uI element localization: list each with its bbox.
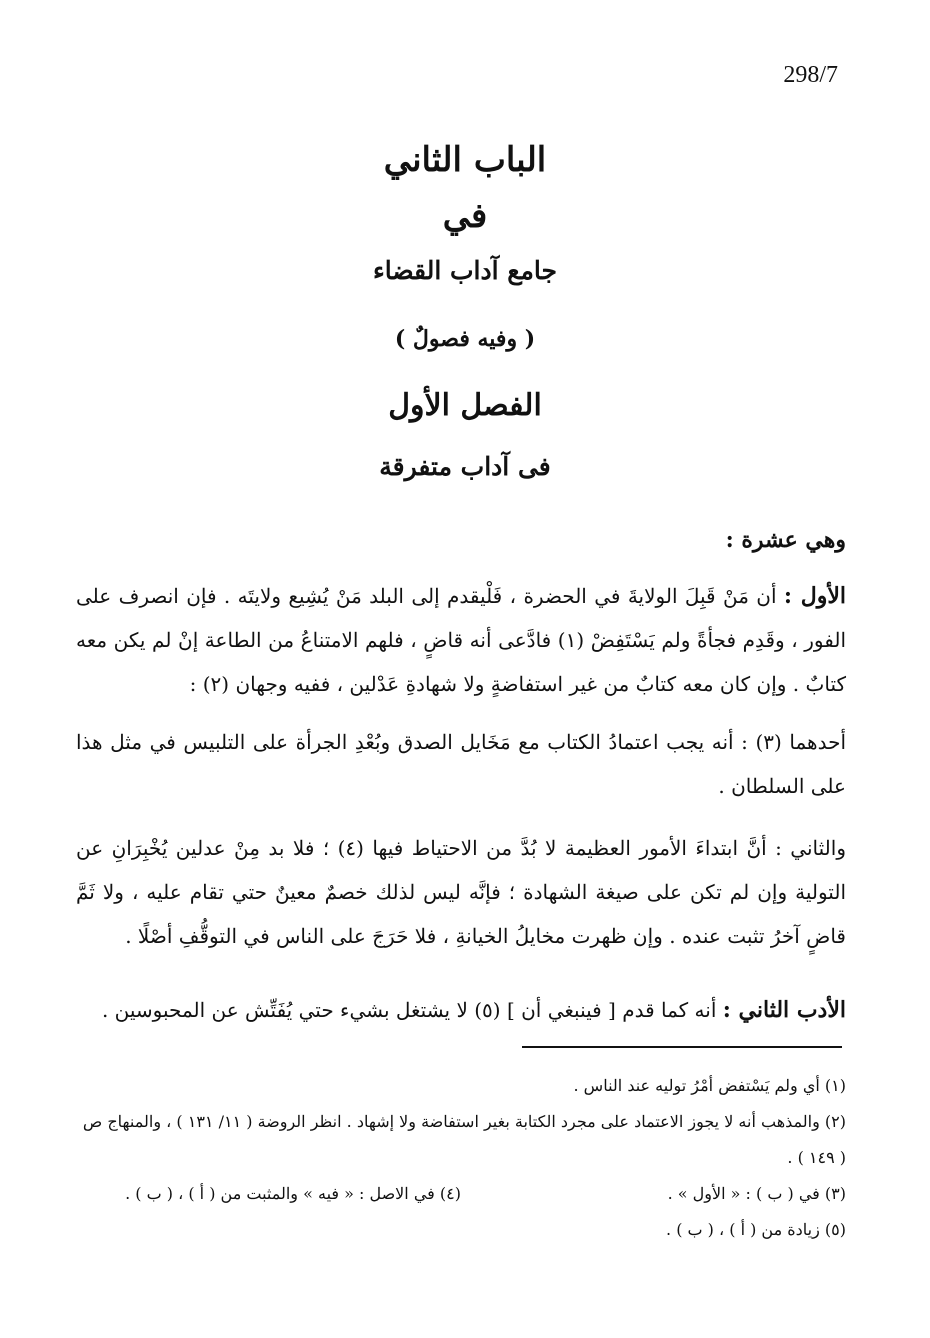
footnote-3: (٣) في ( ب ) : « الأول » . xyxy=(667,1184,846,1203)
section-title: الفصل الأول xyxy=(388,388,542,423)
paragraph-option-two: والثاني : أنَّ ابتداءَ الأمور العظيمة لا بُدَّ من الاحتياط فيها (٤) ؛ فلا بد مِنْ عدلين يُخْبِرَانِ عن التولية وإن لم تكن على صيغة الشهادة ؛ فإنَّه ليس لذلك خصمٌ معينٌ حتي تقام عليه ، ولا ثَمَّ قاضٍ آخرُ تثبت عنده . وإن ظهرت مخايلُ الخيانةِ ، فلا حَرَجَ على الناس في التوقُّفِ أصْلًا . xyxy=(76,836,846,948)
footnote-divider xyxy=(522,1046,842,1048)
footnote-5: (٥) زيادة من ( أ ) ، ( ب ) . xyxy=(666,1220,846,1239)
paragraph-option-one: أحدهما (٣) : أنه يجب اعتمادُ الكتاب مع مَخَايل الصدق وبُعْدِ الجرأة على التلبيس في مثل هذا على السلطان . xyxy=(76,730,846,798)
paragraph-first xyxy=(76,574,846,706)
paragraph-text: أن مَنْ قَبِلَ الولايةَ في الحضرة ، فَلْيقدم إلى البلد مَنْ يُشِيع ولايتَه . فإن انصرف على الفور ، وقَدِم فجأةً ولم يَسْتَفِضْ (١) فادَّعى أنه قاضٍ ، فلهم الامتناعُ من الطاعة إنْ لم يكن معه كتابٌ . وإن كان معه كتابٌ من غير استفاضةٍ ولا شهادةِ عَدْلين ، ففيه وجهان (٢) : xyxy=(76,584,846,696)
chapter-sections-note: ( وفيه فصولٌ ) xyxy=(394,326,536,352)
paragraph-lead: الأدب الثاني : xyxy=(722,997,846,1023)
paragraph-lead: الأول : xyxy=(783,583,846,609)
section-subtitle: فى آداب متفرقة xyxy=(379,452,551,481)
footnotes xyxy=(76,1068,846,1248)
chapter-title: الباب الثاني xyxy=(383,140,547,180)
footnote-2: (٢) والمذهب أنه لا يجوز الاعتماد على مجرد الكتابة بغير استفاضة ولا إشهاد . انظر الروضة ( ١١/ ١٣١ ) ، والمنهاج ص ( ١٤٩ ) . xyxy=(82,1112,846,1167)
footnote-row xyxy=(76,1176,846,1212)
paragraph-second-adab xyxy=(76,988,846,1032)
intro-line: وهي عشرة : xyxy=(725,527,846,553)
footnote-1: (١) أي ولم يَسْتفض أمْرُ توليه عند الناس . xyxy=(573,1076,846,1095)
paragraph-text: أنه كما قدم [ فينبغي أن ] (٥) لا يشتغل بشيء حتي يُفَتِّش عن المحبوسين . xyxy=(101,998,723,1022)
chapter-subject: جامع آداب القضاء xyxy=(373,256,557,285)
chapter-connector: في xyxy=(442,196,488,236)
page-number: 298/7 xyxy=(783,62,838,88)
footnote-4: (٤) في الاصل : « فيه » والمثبت من ( أ ) ، ( ب ) . xyxy=(125,1184,461,1203)
